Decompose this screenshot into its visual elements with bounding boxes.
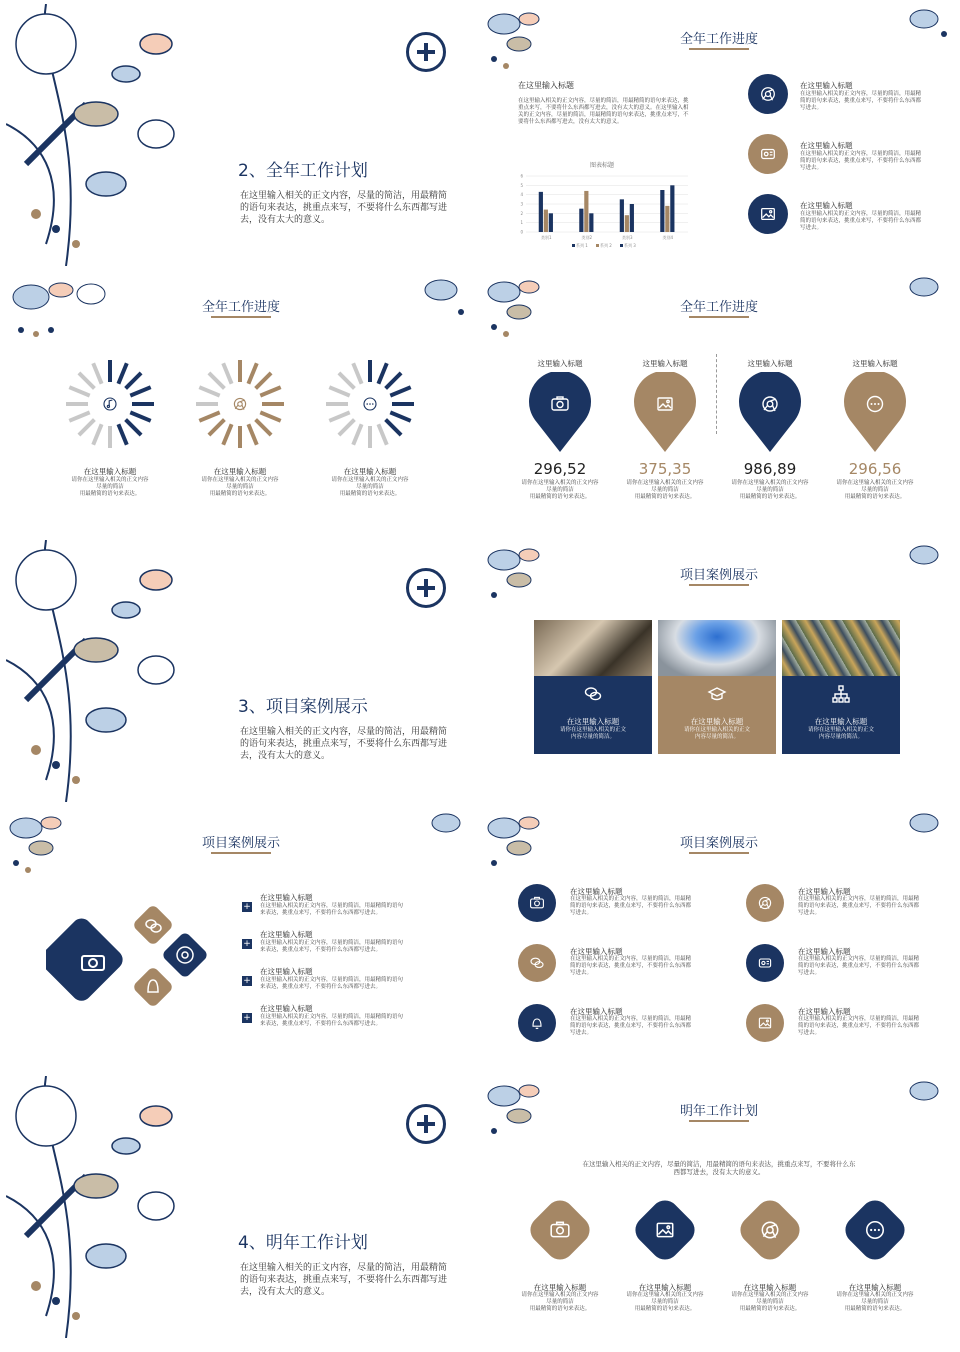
plan-item-text: 请你在这里输入相关的正文内容 尽量的简洁 用最精简的语句来表达。 [626, 1292, 704, 1312]
project-card [658, 676, 776, 754]
legend-entry: 系列 3 [624, 243, 636, 248]
grid-item-heading: 在这里输入标题 [570, 947, 623, 956]
pin-text: 请你在这里输入相关的正文内容 尽量的简洁 用最精简的语句来表达。 [521, 480, 599, 500]
bar [539, 192, 543, 232]
project-card-icon [707, 684, 727, 704]
sunburst-text: 请你在这里输入相关的正文内容 尽量的简洁 用最精简的语句来表达。 [331, 477, 409, 497]
progress-item-icon [748, 74, 788, 114]
id-card-icon [759, 145, 777, 163]
sunburst-ray [329, 412, 349, 420]
pin-text: 请你在这里输入相关的正文内容 尽量的简洁 用最精简的语句来表达。 [626, 480, 704, 500]
plan-item-text: 请你在这里输入相关的正文内容 尽量的简洁 用最精简的语句来表达。 [731, 1292, 809, 1312]
pin-text: 请你在这里输入相关的正文内容 尽量的简洁 用最精简的语句来表达。 [836, 480, 914, 500]
photo-spiral-staircase [534, 620, 652, 676]
sunburst-ray [378, 363, 386, 383]
title-underline [689, 584, 749, 586]
plus-icon [406, 1104, 446, 1144]
sunburst-ray [223, 424, 231, 444]
more-icon [865, 394, 885, 414]
chrome-icon [759, 1219, 781, 1241]
slide-next-year-plan [484, 1076, 954, 1338]
y-tick-label: 2 [520, 210, 523, 216]
sunburst-ray [256, 373, 272, 389]
project-card-text: 请你在这里输入相关的正文 内容尽量的简洁。 [559, 727, 626, 740]
progress-item-text: 在这里输入相关的正文内容，尽量的简洁，用最精简的语句来表达，挑重点来写，不要将什么东西都写进去。 [800, 151, 922, 171]
slide-project-cards [484, 540, 954, 802]
progress-item-text: 在这里输入相关的正文内容，尽量的简洁，用最精简的语句来表达，挑重点来写，不要将什么东西都写进去。 [800, 91, 922, 111]
grid-item-heading: 在这里输入标题 [570, 887, 623, 896]
slide-title: 全年工作进度 [679, 32, 758, 47]
floral-decoration-large [6, 4, 206, 266]
plus-square-icon: + [243, 939, 251, 949]
slide-title: 项目案例展示 [679, 568, 758, 583]
slide-progress-pins [484, 272, 954, 534]
grid-item-heading: 在这里输入标题 [798, 947, 851, 956]
bar-chart [512, 158, 692, 253]
pin-heading: 这里输入标题 [747, 359, 793, 368]
slide-project-grid [484, 808, 954, 1070]
more-icon [864, 1219, 886, 1241]
bell-icon [529, 1015, 545, 1031]
slide-title: 全年工作进度 [679, 300, 758, 315]
plan-item-heading: 在这里输入标题 [848, 1283, 902, 1292]
diamond-item-heading: 在这里输入标题 [260, 930, 313, 939]
title-underline [689, 316, 749, 318]
bar [544, 210, 548, 232]
sunburst-ray [339, 373, 355, 389]
sunburst-ray [93, 424, 101, 444]
sunburst-ray [390, 412, 410, 420]
sunburst-ray [353, 424, 361, 444]
chrome-icon [760, 394, 780, 414]
plan-item-icon [864, 1219, 886, 1241]
project-card-text: 请你在这里输入相关的正文 内容尽量的简洁。 [807, 727, 874, 740]
plan-item-heading: 在这里输入标题 [533, 1283, 587, 1292]
diamond-group [46, 904, 226, 1044]
title-underline [689, 48, 749, 50]
plus-square-icon: + [243, 902, 251, 912]
project-card-heading: 在这里输入标题 [566, 717, 620, 726]
camera-icon [549, 1219, 571, 1241]
section-description: 在这里输入相关的正文内容，尽量的简洁，用最精简的语句来表达，挑重点来写，不要将什么东西都写进去，没有太大的意义。 [240, 727, 448, 761]
sunburst-ray [386, 420, 402, 436]
grid-item-icon [518, 944, 556, 982]
progress-item-icon [748, 134, 788, 174]
diamond-item-text: 在这里输入相关的正文内容，尽量的简洁，用最精简的语句 来表达，挑重点来写，不要将什么东西都写进去。 [260, 977, 404, 990]
slide-title: 明年工作计划 [679, 1104, 758, 1119]
left-text: 在这里输入相关的正文内容，尽量的简洁，用最精简的语句来表达，挑重点来写，不要将什么东西都写进去，没有太大的意义。在这里输入相关的正文内容，尽量的简洁，用最精简的语句来表达，挑重点来写，不要将什么东西都写进去，没有太大的意义。 [518, 98, 689, 125]
chrome-icon [757, 895, 773, 911]
y-tick-label: 5 [520, 182, 523, 188]
sunburst-ray [199, 387, 219, 395]
sunburst-center-icon [232, 396, 248, 412]
sunburst-ray [199, 412, 219, 420]
image-icon [759, 205, 777, 223]
sunburst-ray [209, 420, 225, 436]
sunburst-ray [126, 420, 142, 436]
diamond-item-heading: 在这里输入标题 [260, 1004, 313, 1013]
pin-value: 296,56 [848, 460, 902, 478]
plus-icon [406, 568, 446, 608]
bar [549, 213, 553, 232]
progress-item-heading: 在这里输入标题 [800, 141, 853, 150]
section-description: 在这里输入相关的正文内容，尽量的简洁，用最精简的语句来表达，挑重点来写，不要将什么东西都写进去，没有太大的意义。 [240, 1263, 448, 1297]
bar [665, 206, 669, 232]
pin-heading: 这里输入标题 [642, 359, 688, 368]
slide-section-2 [6, 4, 476, 266]
project-card [782, 676, 900, 754]
y-tick-label: 0 [520, 229, 523, 235]
sunburst-ray [223, 363, 231, 383]
project-card-heading: 在这里输入标题 [690, 717, 744, 726]
sunburst-ray [256, 420, 272, 436]
chat-icon [529, 955, 545, 971]
sunburst-ray [260, 412, 280, 420]
sunburst-ray [69, 412, 89, 420]
sunburst-center-icon [362, 396, 378, 412]
sunburst-ray [329, 387, 349, 395]
sunburst-ray [93, 363, 101, 383]
plus-icon [406, 32, 446, 72]
x-tick-label: 类别1 [540, 235, 552, 240]
grid-item-text: 在这里输入相关的正文内容，尽量的简洁，用最精简的语句来表达，挑重点来写，不要将什么东西都写进去。 [798, 1016, 920, 1036]
sunburst-text: 请你在这里输入相关的正文内容 尽量的简洁 用最精简的语句来表达。 [201, 477, 279, 497]
pin-heading: 这里输入标题 [852, 359, 898, 368]
grid-item-icon [518, 1004, 556, 1042]
image-icon [655, 394, 675, 414]
intro-text: 在这里输入相关的正文内容，尽量的简洁，用最精简的语句来表达，挑重点来写，不要将什么东西都写进去，没有太大的意义。 [582, 1160, 856, 1176]
chat-icon [583, 684, 603, 704]
title-underline [211, 852, 271, 854]
y-tick-label: 3 [520, 201, 523, 207]
graduation-cap-icon [707, 684, 727, 704]
diamond-bell [132, 966, 174, 1008]
diamond-item-heading: 在这里输入标题 [260, 893, 313, 902]
sunburst-ray [130, 387, 150, 395]
grid-item-text: 在这里输入相关的正文内容，尽量的简洁，用最精简的语句来表达，挑重点来写，不要将什么东西都写进去。 [798, 896, 920, 916]
music-icon [102, 396, 118, 412]
slide-section-3 [6, 540, 476, 802]
plan-item-heading: 在这里输入标题 [638, 1283, 692, 1292]
chart-title: 图表标题 [589, 162, 615, 169]
plan-item-heading: 在这里输入标题 [743, 1283, 797, 1292]
project-card-text: 请你在这里输入相关的正文 内容尽量的简洁。 [683, 727, 750, 740]
title-underline [211, 316, 271, 318]
grid-item-icon [518, 884, 556, 922]
sunburst-text: 请你在这里输入相关的正文内容 尽量的简洁 用最精简的语句来表达。 [71, 477, 149, 497]
project-card [534, 676, 652, 754]
bar [630, 204, 634, 232]
bar [589, 213, 593, 232]
bar [660, 190, 664, 232]
grid-item-text: 在这里输入相关的正文内容，尽量的简洁，用最精简的语句来表达，挑重点来写，不要将什么东西都写进去。 [570, 1016, 692, 1036]
grid-item-heading: 在这里输入标题 [570, 1007, 623, 1016]
sunburst-heading: 在这里输入标题 [343, 467, 397, 476]
progress-item-heading: 在这里输入标题 [800, 201, 853, 210]
section-description: 在这里输入相关的正文内容，尽量的简洁，用最精简的语句来表达，挑重点来写，不要将什么东西都写进去，没有太大的意义。 [240, 191, 448, 225]
plus-square-icon: + [243, 976, 251, 986]
title-underline [689, 1120, 749, 1122]
diamond-item-heading: 在这里输入标题 [260, 967, 313, 976]
progress-item-text: 在这里输入相关的正文内容，尽量的简洁，用最精简的语句来表达，挑重点来写，不要将什么东西都写进去。 [800, 211, 922, 231]
bar [579, 209, 583, 232]
plan-item-text: 请你在这里输入相关的正文内容 尽量的简洁 用最精简的语句来表达。 [521, 1292, 599, 1312]
sunburst-center-icon [102, 396, 118, 412]
sunburst-ray [79, 420, 95, 436]
y-tick-label: 6 [520, 173, 523, 179]
sunburst-ray [126, 373, 142, 389]
image-icon [757, 1015, 773, 1031]
grid-item-text: 在这里输入相关的正文内容，尽量的简洁，用最精简的语句来表达，挑重点来写，不要将什么东西都写进去。 [570, 956, 692, 976]
x-tick-label: 类别2 [581, 235, 593, 240]
x-tick-label: 类别3 [621, 235, 633, 240]
plus-square-icon: + [243, 1013, 251, 1023]
project-card-icon [583, 684, 603, 704]
floral-decoration-large [6, 540, 206, 802]
left-heading: 在这里输入标题 [518, 81, 574, 90]
section-title: 4、明年工作计划 [238, 1233, 368, 1253]
sunburst-heading: 在这里输入标题 [213, 467, 267, 476]
pin-icon [550, 394, 570, 414]
more-icon [362, 396, 378, 412]
grid-item-icon [746, 1004, 784, 1042]
slide-section-4 [6, 1076, 476, 1338]
pin-value: 296,52 [533, 460, 587, 478]
title-underline [689, 852, 749, 854]
sunburst-ray [386, 373, 402, 389]
diamond-item-text: 在这里输入相关的正文内容，尽量的简洁，用最精简的语句 来表达，挑重点来写，不要将什么东西都写进去。 [260, 940, 404, 953]
diamond-item-text: 在这里输入相关的正文内容，尽量的简洁，用最精简的语句 来表达，挑重点来写，不要将什么东西都写进去。 [260, 903, 404, 916]
image-icon [654, 1219, 676, 1241]
slide-title: 项目案例展示 [201, 836, 280, 851]
legend-swatch [596, 244, 599, 247]
plan-item-icon [549, 1219, 571, 1241]
plan-item-icon [654, 1219, 676, 1241]
bar [670, 185, 674, 232]
sunburst-ray [118, 363, 126, 383]
section-title: 2、全年工作计划 [238, 161, 368, 181]
sunburst-ray [79, 373, 95, 389]
slide-title: 全年工作进度 [201, 300, 280, 315]
pin-heading: 这里输入标题 [537, 359, 583, 368]
grid-item-text: 在这里输入相关的正文内容，尽量的简洁，用最精简的语句来表达，挑重点来写，不要将什么东西都写进去。 [798, 956, 920, 976]
org-chart-icon [831, 684, 851, 704]
plan-item-text: 请你在这里输入相关的正文内容 尽量的简洁 用最精简的语句来表达。 [836, 1292, 914, 1312]
sunburst-ray [69, 387, 89, 395]
pin-value: 986,89 [743, 460, 797, 478]
diamond-item-text: 在这里输入相关的正文内容，尽量的简洁，用最精简的语句 来表达，挑重点来写，不要将什么东西都写进去。 [260, 1014, 404, 1027]
x-tick-label: 类别4 [662, 235, 674, 240]
grid-item-icon [746, 884, 784, 922]
id-card-icon [757, 955, 773, 971]
chrome-icon [759, 85, 777, 103]
bar [625, 215, 629, 232]
legend-swatch [620, 244, 623, 247]
sunburst-ray [248, 424, 256, 444]
grid-item-heading: 在这里输入标题 [798, 1007, 851, 1016]
y-tick-label: 4 [520, 192, 523, 198]
slide-project-diamonds [6, 808, 476, 1070]
sunburst-ray [339, 420, 355, 436]
project-card-heading: 在这里输入标题 [814, 717, 868, 726]
progress-item-heading: 在这里输入标题 [800, 81, 853, 90]
legend-swatch [572, 244, 575, 247]
pin-icon [655, 394, 675, 414]
slide-progress-chart [484, 4, 954, 266]
sunburst-ray [130, 412, 150, 420]
slide-progress-sunburst [6, 272, 476, 534]
progress-item-icon [748, 194, 788, 234]
sunburst-ray [260, 387, 280, 395]
sunburst-heading: 在这里输入标题 [83, 467, 137, 476]
sunburst-ray [209, 373, 225, 389]
pin-value: 375,35 [638, 460, 692, 478]
chrome-icon [232, 396, 248, 412]
grid-item-heading: 在这里输入标题 [798, 887, 851, 896]
grid-item-text: 在这里输入相关的正文内容，尽量的简洁，用最精简的语句来表达，挑重点来写，不要将什么东西都写进去。 [570, 896, 692, 916]
sunburst-ray [248, 363, 256, 383]
camera-icon [529, 895, 545, 911]
y-tick-label: 1 [520, 220, 523, 226]
project-card-icon [831, 684, 851, 704]
diamond-camera [46, 914, 127, 1005]
photo-architecture [658, 620, 776, 676]
pin-text: 请你在这里输入相关的正文内容 尽量的简洁 用最精简的语句来表达。 [731, 480, 809, 500]
legend-entry: 系列 2 [600, 243, 612, 248]
bar [620, 199, 624, 232]
grid-item-icon [746, 944, 784, 982]
sunburst-ray [378, 424, 386, 444]
legend-entry: 系列 1 [576, 243, 588, 248]
plan-item-icon [759, 1219, 781, 1241]
bar [584, 191, 588, 232]
sunburst-ray [118, 424, 126, 444]
sunburst-ray [353, 363, 361, 383]
section-title: 3、项目案例展示 [238, 697, 368, 717]
pin-icon [865, 394, 885, 414]
slide-title: 项目案例展示 [679, 836, 758, 851]
floral-decoration-large [6, 1076, 206, 1338]
photo-colorful-pattern [782, 620, 900, 676]
camera-icon [550, 394, 570, 414]
divider [716, 354, 717, 434]
diamond-chrome [161, 931, 209, 979]
sunburst-ray [390, 387, 410, 395]
pin-icon [760, 394, 780, 414]
